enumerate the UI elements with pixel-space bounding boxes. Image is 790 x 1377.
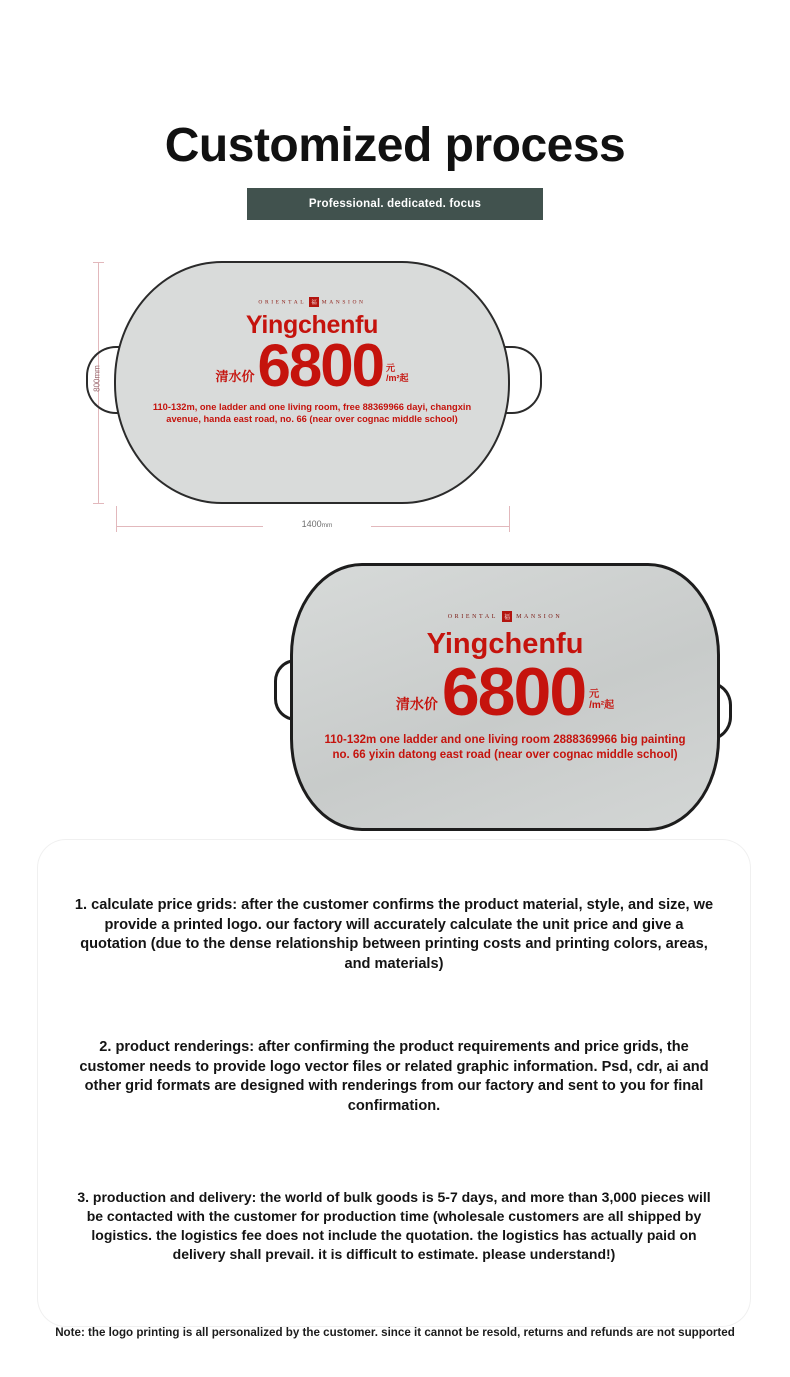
step-item-3: 3. production and delivery: the world of bulk goods is 5-7 days, and more than 3,000 pieces will be contacted with the customer for production time (wholesale customers are all shipped by logistics. the logistics fee does not include the quotation. the logistics has actually paid on delivery shall prevail. it is difficult to estimate. please understand!) bbox=[77, 1189, 711, 1262]
price-unit bbox=[386, 363, 409, 383]
product-one-name: Yingchenfu bbox=[245, 311, 379, 339]
dimension-cap-right bbox=[509, 520, 510, 532]
price-value: 6800 bbox=[257, 332, 383, 399]
brand-line bbox=[114, 297, 510, 307]
product-one-artwork bbox=[114, 261, 510, 504]
steps-card bbox=[38, 840, 750, 1326]
price-unit-top: 元 bbox=[385, 363, 395, 373]
product-one-figure bbox=[86, 258, 546, 538]
product-one-price-row bbox=[114, 332, 510, 399]
brand-seal-icon-2: 福 bbox=[502, 611, 512, 622]
brand-seal-icon: 福 bbox=[309, 297, 319, 307]
price-value-2: 6800 bbox=[441, 654, 586, 730]
product-two-price-row bbox=[290, 654, 720, 730]
dimension-label-height: 800mm bbox=[92, 365, 102, 392]
subtitle-banner bbox=[247, 188, 543, 220]
dimension-width-unit: mm bbox=[321, 522, 333, 529]
price-unit-bottom: /m²起 bbox=[385, 373, 409, 383]
product-two-figure bbox=[268, 563, 742, 838]
dimension-width-value: 1400 bbox=[301, 519, 322, 529]
product-one-description: 110-132m, one ladder and one living room, free 88369966 dayi, changxin avenue, handa east road, no. 66 (near over cognac middle school) bbox=[152, 402, 472, 424]
product-two-description: 110-132m one ladder and one living room 2888369966 big painting no. 66 yixin datong east road (near over cognac middle school) bbox=[324, 734, 686, 761]
footer-note: Note: the logo printing is all personalized by the customer. since it cannot be resold, returns and refunds are not supported bbox=[55, 1326, 735, 1339]
brand-right-text: MANSION bbox=[321, 299, 366, 306]
product-two-name: Yingchenfu bbox=[426, 628, 584, 660]
dimension-cap-bottom bbox=[93, 503, 104, 504]
step-item-2: 2. product renderings: after confirming the product requirements and price grids, the customer needs to provide logo vector files or related graphic information. Psd, cdr, ai and other grid formats are designed with renderings from our factory and sent to you for final confirmation. bbox=[79, 1039, 709, 1114]
price-unit-top-2: 元 bbox=[589, 689, 600, 700]
subtitle-text: Professional. dedicated. focus bbox=[308, 198, 482, 210]
dimension-cap-top bbox=[93, 262, 104, 263]
price-prefix-label: 清水价 bbox=[215, 369, 255, 384]
brand-line-2 bbox=[290, 611, 720, 622]
brand-right-text-2: MANSION bbox=[516, 613, 563, 620]
dimension-cap-left bbox=[116, 520, 117, 532]
price-prefix-label-2: 清水价 bbox=[395, 696, 438, 712]
dimension-label-width bbox=[263, 519, 371, 529]
price-unit-bottom-2: /m²起 bbox=[589, 700, 615, 711]
price-unit-2 bbox=[589, 689, 614, 711]
page-title: Customized process bbox=[164, 119, 626, 172]
brand-left-text-2: ORIENTAL bbox=[447, 613, 499, 620]
product-two-artwork bbox=[290, 563, 720, 831]
step-item-1: 1. calculate price grids: after the customer confirms the product material, style, and size, we provide a printed logo. our factory will accurately calculate the unit price and give a quotation (due to the dense relationship between printing costs and printing colors, areas, and materials) bbox=[74, 897, 714, 972]
brand-left-text: ORIENTAL bbox=[258, 299, 307, 306]
